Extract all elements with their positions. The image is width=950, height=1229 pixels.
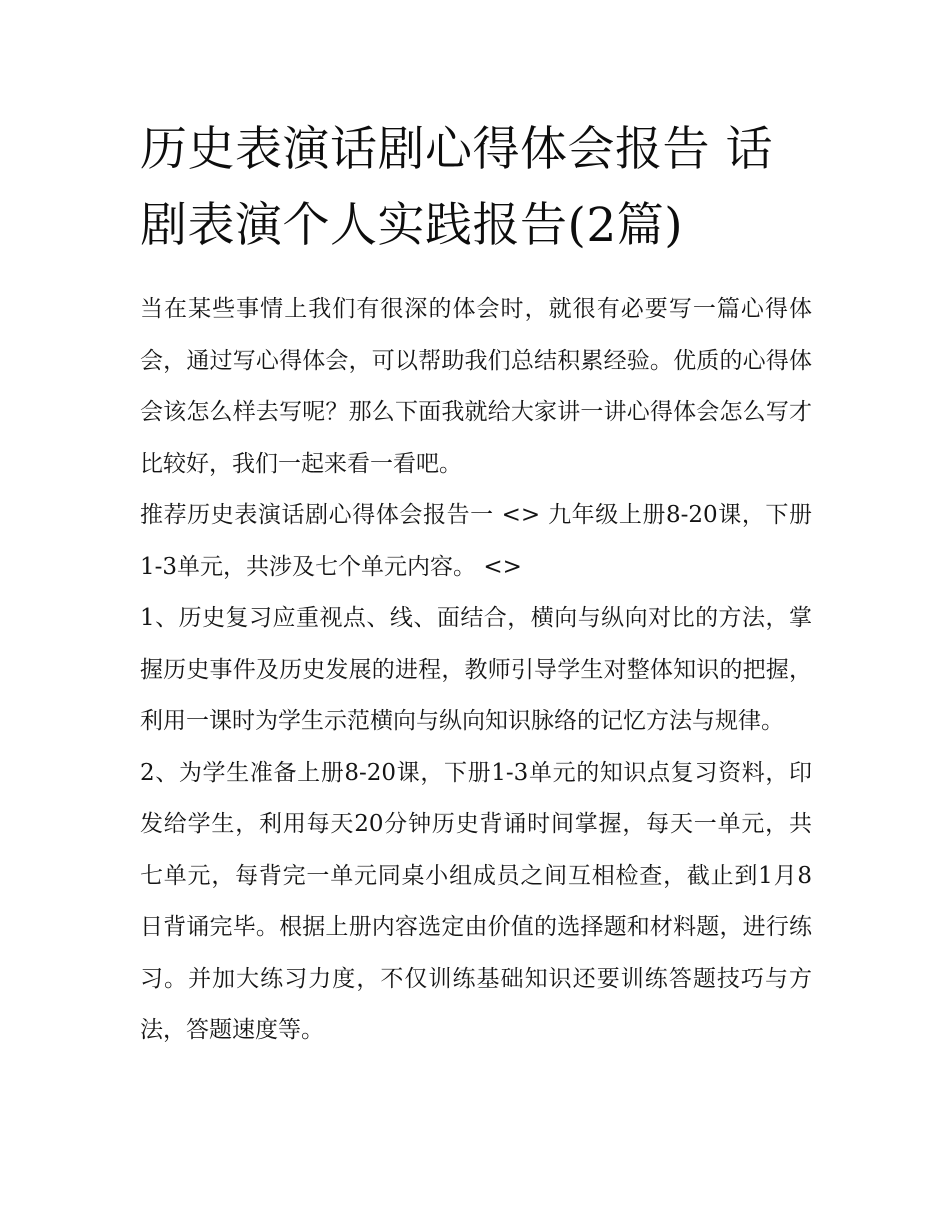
document-title: 历史表演话剧心得体会报告 话剧表演个人实践报告(2篇) [140, 122, 773, 253]
paragraph-recommendation: 推荐历史表演话剧心得体会报告一 <> 九年级上册8-20课，下册1-3单元，共涉及七个单元内容。 <> [140, 502, 812, 580]
document-page [140, 112, 812, 1057]
document-body [140, 284, 812, 1057]
paragraph-point-2: 2、为学生准备上册8-20课，下册1-3单元的知识点复习资料，印发给学生，利用每天20分钟历史背诵时间掌握，每天一单元，共七单元，每背完一单元同桌小组成员之间互相检查，截止到1月8日背诵完毕。根据上册内容选定由价值的选择题和材料题，进行练习。并加大练习力度，不仅训练基础知识还要训练答题技巧与方法，答题速度等。 [140, 759, 812, 1043]
paragraph-point-1: 1、历史复习应重视点、线、面结合，横向与纵向对比的方法，掌握历史事件及历史发展的进程，教师引导学生对整体知识的把握，利用一课时为学生示范横向与纵向知识脉络的记忆方法与规律。 [140, 605, 812, 734]
paragraph-intro: 当在某些事情上我们有很深的体会时，就很有必要写一篇心得体会，通过写心得体会，可以帮助我们总结积累经验。优质的心得体会该怎么样去写呢？那么下面我就给大家讲一讲心得体会怎么写才比较好，我们一起来看一看吧。 [140, 296, 812, 477]
